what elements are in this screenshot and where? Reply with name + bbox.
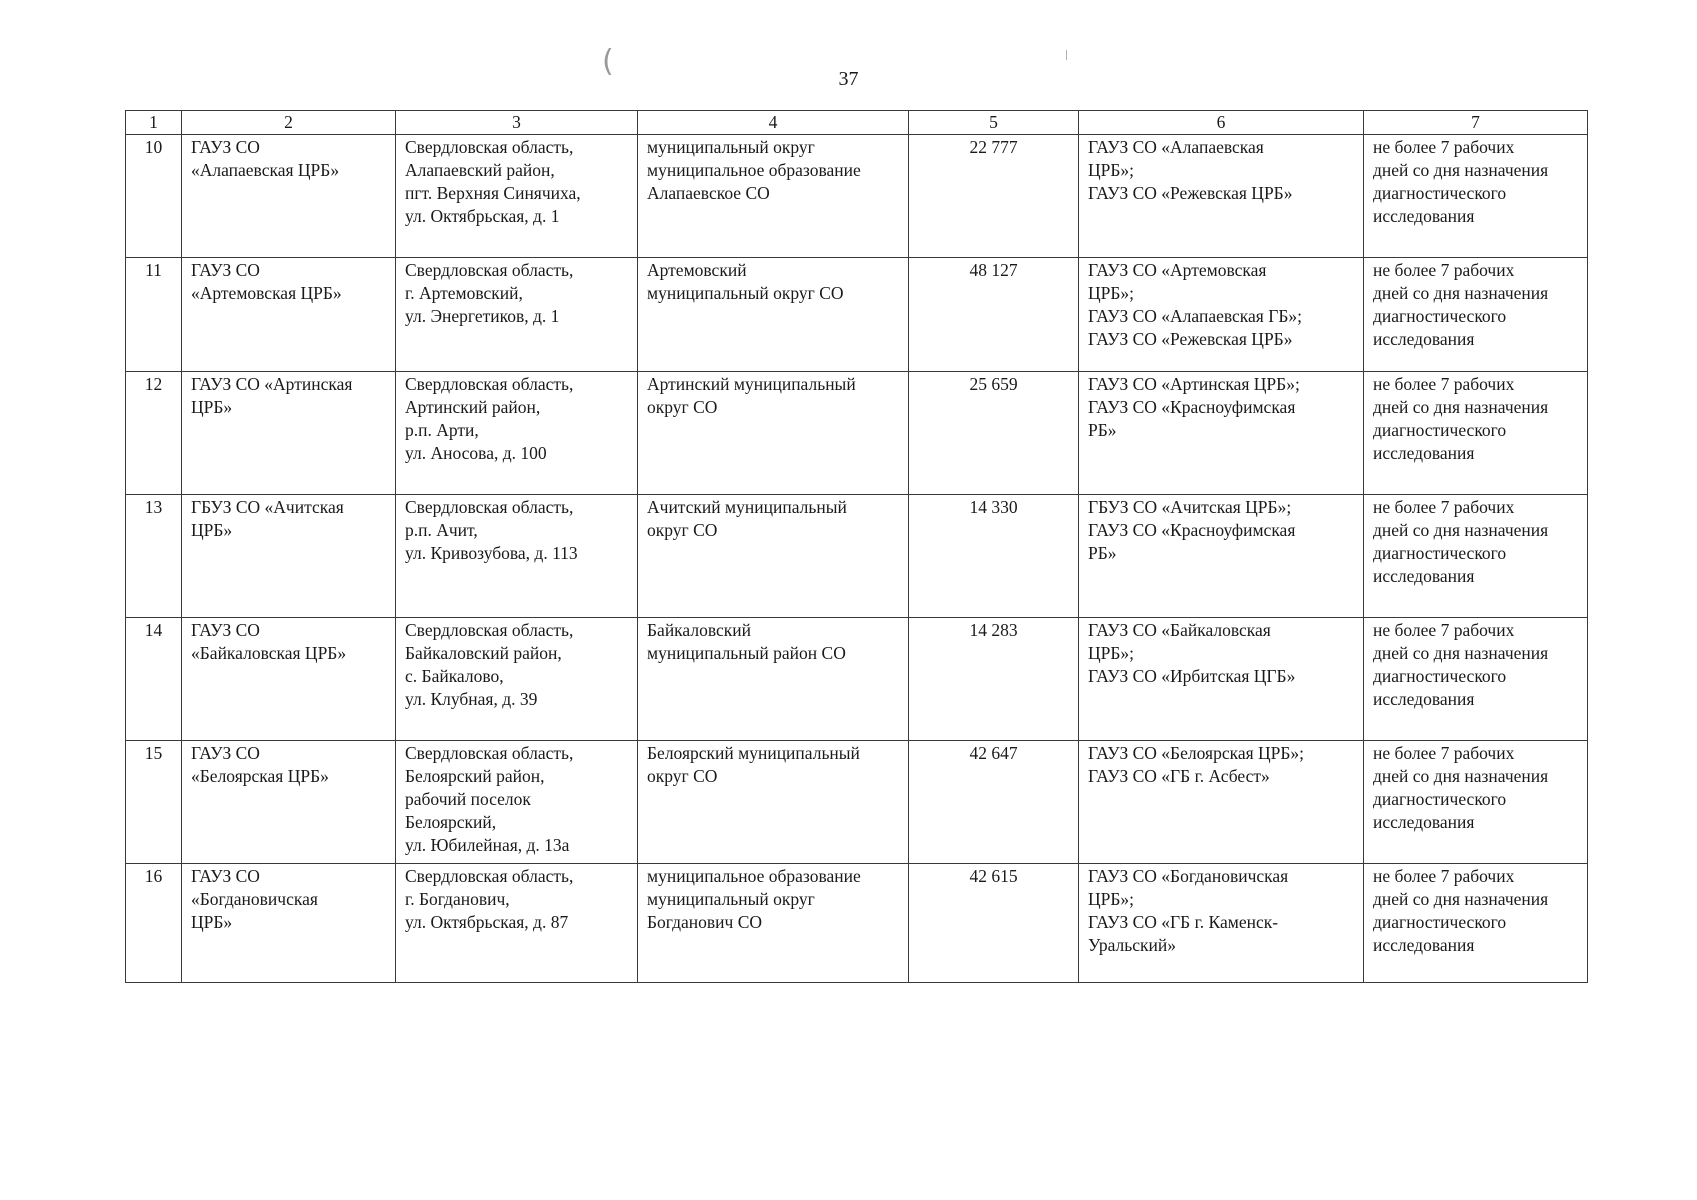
population: 14 283 xyxy=(909,618,1079,741)
diagnostic-term: не более 7 рабочих дней со дня назначения диагностического исследования xyxy=(1364,495,1588,618)
municipality: муниципальное образование муниципальный округ Богданович СО xyxy=(638,864,909,983)
row-number: 12 xyxy=(126,372,182,495)
diagnostic-term: не более 7 рабочих дней со дня назначения диагностического исследования xyxy=(1364,258,1588,372)
organization-name: ГАУЗ СО «Байкаловская ЦРБ» xyxy=(182,618,396,741)
assigned-facilities: ГБУЗ СО «Ачитская ЦРБ»; ГАУЗ СО «Красноуфимская РБ» xyxy=(1079,495,1364,618)
table-row xyxy=(126,741,1588,864)
organization-name: ГАУЗ СО «Алапаевская ЦРБ» xyxy=(182,135,396,258)
page-number: 37 xyxy=(838,68,859,90)
table-row xyxy=(126,495,1588,618)
assigned-facilities: ГАУЗ СО «Богдановичская ЦРБ»; ГАУЗ СО «ГБ г. Каменск- Уральский» xyxy=(1079,864,1364,983)
municipality: Белоярский муниципальный округ СО xyxy=(638,741,909,864)
row-number: 11 xyxy=(126,258,182,372)
organization-name: ГАУЗ СО «Белоярская ЦРБ» xyxy=(182,741,396,864)
assigned-facilities: ГАУЗ СО «Артинская ЦРБ»; ГАУЗ СО «Красноуфимская РБ» xyxy=(1079,372,1364,495)
scan-mark: ( xyxy=(602,44,614,79)
population: 22 777 xyxy=(909,135,1079,258)
municipality: Артемовский муниципальный округ СО xyxy=(638,258,909,372)
population: 48 127 xyxy=(909,258,1079,372)
table-row xyxy=(126,618,1588,741)
column-header-1: 1 xyxy=(126,111,182,135)
diagnostic-term: не более 7 рабочих дней со дня назначения диагностического исследования xyxy=(1364,741,1588,864)
diagnostic-term: не более 7 рабочих дней со дня назначения диагностического исследования xyxy=(1364,135,1588,258)
organization-address: Свердловская область, Артинский район, р.п. Арти, ул. Аносова, д. 100 xyxy=(396,372,638,495)
organization-name: ГБУЗ СО «Ачитская ЦРБ» xyxy=(182,495,396,618)
column-header-5: 5 xyxy=(909,111,1079,135)
column-header-3: 3 xyxy=(396,111,638,135)
assigned-facilities: ГАУЗ СО «Байкаловская ЦРБ»; ГАУЗ СО «Ирбитская ЦГБ» xyxy=(1079,618,1364,741)
organization-address: Свердловская область, г. Артемовский, ул. Энергетиков, д. 1 xyxy=(396,258,638,372)
organization-address: Свердловская область, Белоярский район, рабочий поселок Белоярский, ул. Юбилейная, д. 13а xyxy=(396,741,638,864)
diagnostic-term: не более 7 рабочих дней со дня назначения диагностического исследования xyxy=(1364,372,1588,495)
table-row xyxy=(126,135,1588,258)
row-number: 15 xyxy=(126,741,182,864)
municipality: Байкаловский муниципальный район СО xyxy=(638,618,909,741)
organization-address: Свердловская область, р.п. Ачит, ул. Кривозубова, д. 113 xyxy=(396,495,638,618)
assigned-facilities: ГАУЗ СО «Алапаевская ЦРБ»; ГАУЗ СО «Режевская ЦРБ» xyxy=(1079,135,1364,258)
organization-address: Свердловская область, Алапаевский район, пгт. Верхняя Синячиха, ул. Октябрьская, д. 1 xyxy=(396,135,638,258)
organization-name: ГАУЗ СО «Богдановичская ЦРБ» xyxy=(182,864,396,983)
row-number: 14 xyxy=(126,618,182,741)
diagnostic-term: не более 7 рабочих дней со дня назначения диагностического исследования xyxy=(1364,618,1588,741)
assigned-facilities: ГАУЗ СО «Артемовская ЦРБ»; ГАУЗ СО «Алапаевская ГБ»; ГАУЗ СО «Режевская ЦРБ» xyxy=(1079,258,1364,372)
row-number: 10 xyxy=(126,135,182,258)
diagnostic-term: не более 7 рабочих дней со дня назначения диагностического исследования xyxy=(1364,864,1588,983)
column-header-2: 2 xyxy=(182,111,396,135)
column-header-4: 4 xyxy=(638,111,909,135)
assigned-facilities: ГАУЗ СО «Белоярская ЦРБ»; ГАУЗ СО «ГБ г. Асбест» xyxy=(1079,741,1364,864)
row-number: 16 xyxy=(126,864,182,983)
table-row xyxy=(126,372,1588,495)
column-header-6: 6 xyxy=(1079,111,1364,135)
population: 42 615 xyxy=(909,864,1079,983)
column-header-7: 7 xyxy=(1364,111,1588,135)
scan-tick xyxy=(1066,50,1067,60)
population: 25 659 xyxy=(909,372,1079,495)
organization-name: ГАУЗ СО «Артинская ЦРБ» xyxy=(182,372,396,495)
medical-facilities-table xyxy=(125,110,1588,983)
population: 42 647 xyxy=(909,741,1079,864)
table-row xyxy=(126,258,1588,372)
column-number-row xyxy=(126,111,1588,135)
population: 14 330 xyxy=(909,495,1079,618)
table-row xyxy=(126,864,1588,983)
organization-address: Свердловская область, Байкаловский район, с. Байкалово, ул. Клубная, д. 39 xyxy=(396,618,638,741)
municipality: Артинский муниципальный округ СО xyxy=(638,372,909,495)
row-number: 13 xyxy=(126,495,182,618)
organization-address: Свердловская область, г. Богданович, ул. Октябрьская, д. 87 xyxy=(396,864,638,983)
municipality: Ачитский муниципальный округ СО xyxy=(638,495,909,618)
organization-name: ГАУЗ СО «Артемовская ЦРБ» xyxy=(182,258,396,372)
municipality: муниципальный округ муниципальное образование Алапаевское СО xyxy=(638,135,909,258)
